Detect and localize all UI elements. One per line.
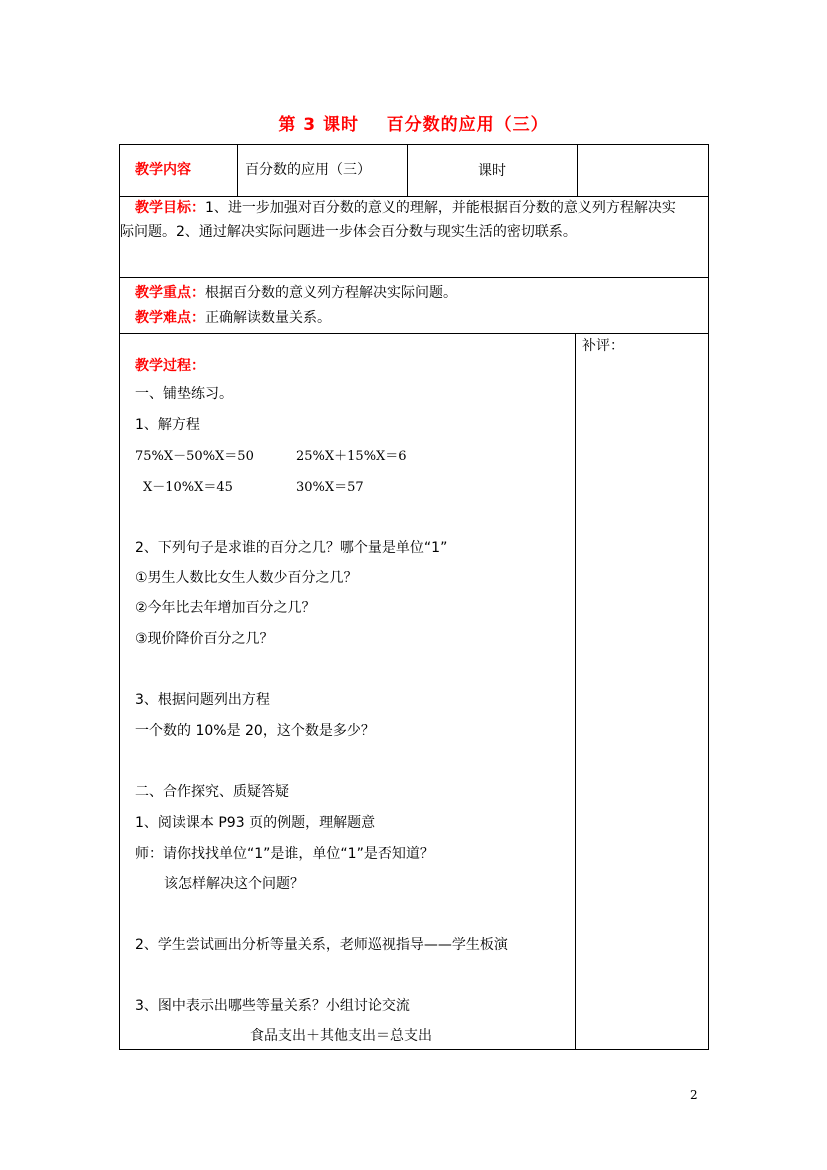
page-title: 第 3 课时 百分数的应用（三） — [278, 115, 549, 135]
difficulty — [135, 308, 331, 328]
period-label: 课时 — [478, 163, 506, 179]
content-value: 百分数的应用（三） — [245, 162, 371, 178]
step-2: 2、学生尝试画出分析等量关系，老师巡视指导——学生板演 — [135, 937, 508, 953]
list-item: ③现价降价百分之几？ — [135, 631, 274, 647]
equation-1: 75%X－50%X＝50 — [135, 449, 254, 464]
question-3: 3、根据问题列出方程 — [135, 692, 270, 708]
equation-4: 30%X＝57 — [296, 480, 364, 495]
section-1-heading: 一、铺垫练习。 — [135, 386, 233, 402]
table-rule — [575, 333, 576, 1049]
table-rule — [119, 333, 709, 334]
table-rule — [708, 144, 709, 1050]
section-2-heading: 二、合作探究、质疑答疑 — [135, 784, 289, 800]
key-point-label: 教学重点： — [135, 285, 205, 301]
key-point-text: 根据百分数的意义列方程解决实际问题。 — [205, 285, 457, 301]
goals-line-1 — [135, 198, 676, 218]
table-rule — [119, 277, 709, 278]
process-label: 教学过程： — [135, 358, 205, 374]
difficulty-label: 教学难点： — [135, 310, 205, 326]
step-1-teacher: 师：请你找找单位“1”是谁，单位“1”是否知道？ — [135, 846, 434, 862]
question-1: 1、解方程 — [135, 417, 200, 433]
table-rule — [237, 144, 238, 196]
step-1: 1、阅读课本 P93 页的例题，理解题意 — [135, 815, 376, 831]
content-label: 教学内容 — [135, 162, 191, 178]
remarks-label: 补评： — [582, 338, 624, 354]
table-rule — [119, 1049, 709, 1050]
table-rule — [577, 144, 578, 196]
table-rule — [407, 144, 408, 196]
goals-text-2: 际问题。2、通过解决实际问题进一步体会百分数与现实生活的密切联系。 — [120, 224, 577, 240]
table-rule — [119, 196, 709, 197]
equation-3: X－10%X＝45 — [143, 480, 233, 495]
list-item: ②今年比去年增加百分之几？ — [135, 600, 316, 616]
page-number: 2 — [690, 1088, 698, 1102]
difficulty-text: 正确解读数量关系。 — [205, 310, 331, 326]
step-3: 3、图中表示出哪些等量关系？小组讨论交流 — [135, 998, 410, 1014]
table-rule — [119, 144, 709, 145]
table-rule — [119, 144, 120, 1050]
equation-2: 25%X＋15%X＝6 — [296, 449, 407, 464]
question-2: 2、下列句子是求谁的百分之几？哪个量是单位“1” — [135, 540, 448, 556]
key-point — [135, 283, 457, 303]
step-1-followup: 该怎样解决这个问题？ — [164, 876, 304, 892]
goals-text-1: 1、进一步加强对百分数的意义的理解，并能根据百分数的意义列方程解决实 — [205, 200, 676, 216]
relation-equation: 食品支出＋其他支出＝总支出 — [250, 1028, 432, 1044]
list-item: ①男生人数比女生人数少百分之几？ — [135, 570, 358, 586]
goals-label: 教学目标： — [135, 200, 205, 216]
question-3-text: 一个数的 10%是 20，这个数是多少？ — [135, 723, 375, 739]
